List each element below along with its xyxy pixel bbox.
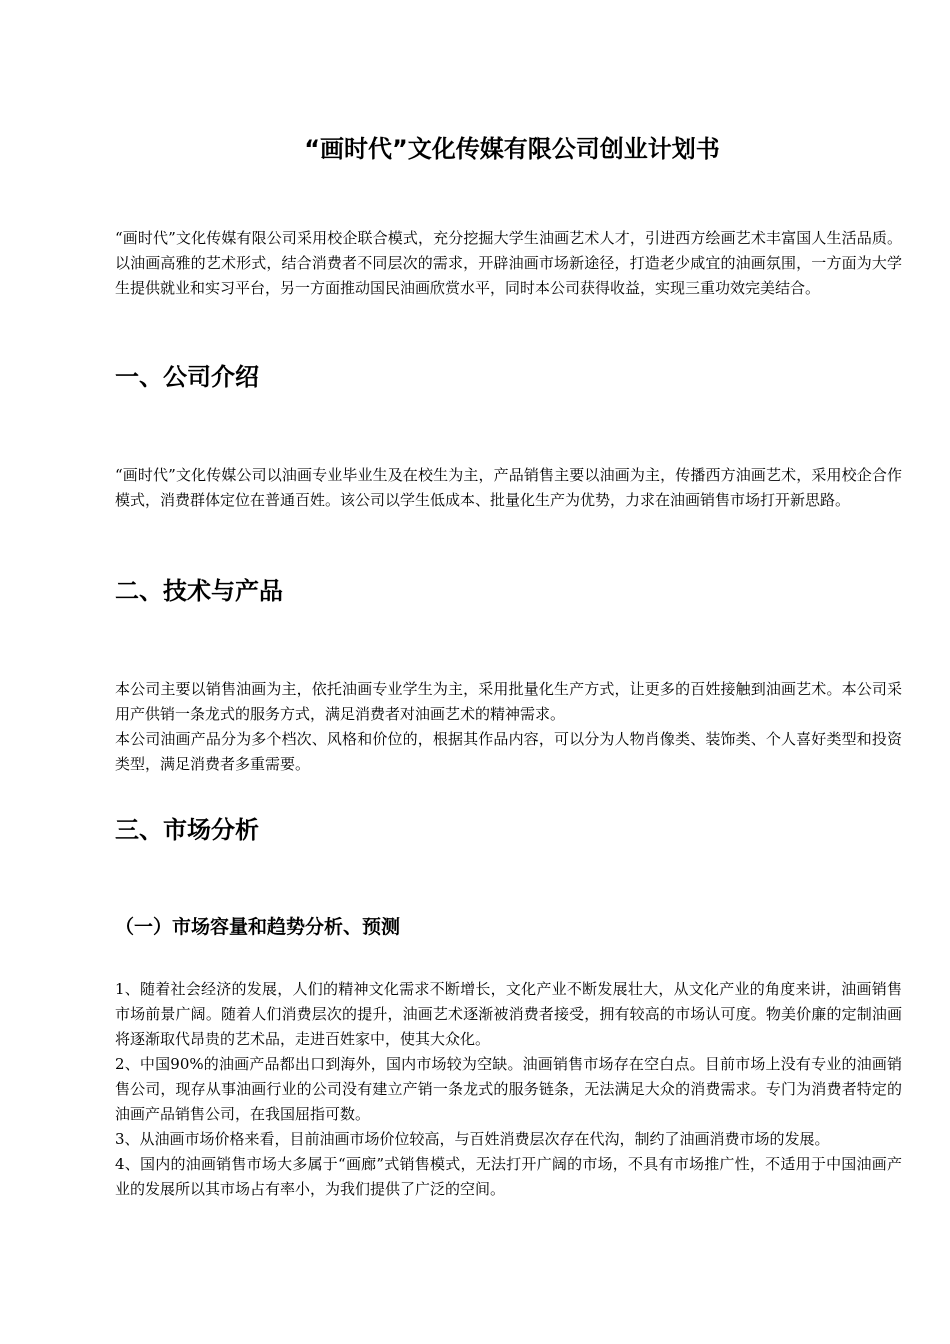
section-heading-market: 三、市场分析 (115, 816, 259, 844)
list-item: 1、随着社会经济的发展，人们的精神文化需求不断增长，文化产业不断发展壮大，从文化产业的角度来讲，油画销售市场前景广阔。随着人们消费层次的提升，油画艺术逐渐被消费者接受，拥有较高的市场认可度。物美价廉的定制油画将逐渐取代昂贵的艺术品，走进百姓家中，使其大众化。 (115, 980, 902, 1048)
market-analysis-list (115, 977, 902, 1202)
intro-paragraph: “画时代”文化传媒有限公司采用校企联合模式，充分挖掘大学生油画艺术人才，引进西方绘画艺术丰富国人生活品质。以油画高雅的艺术形式，结合消费者不同层次的需求，开辟油画市场新途径，打造老少咸宜的油画氛围，一方面为大学生提供就业和实习平台，另一方面推动国民油画欣赏水平，同时本公司获得收益，实现三重功效完美结合。 (115, 229, 902, 297)
section-heading-tech: 二、技术与产品 (115, 577, 283, 605)
document-title: “画时代”文化传媒有限公司创业计划书 (304, 135, 720, 163)
section-heading-company: 一、公司介绍 (115, 363, 259, 391)
list-item: 4、国内的油画销售市场大多属于“画廊”式销售模式，无法打开广阔的市场，不具有市场推广性，不适用于中国油画产业的发展所以其市场占有率小，为我们提供了广泛的空间。 (115, 1155, 902, 1198)
list-item: 3、从油画市场价格来看，目前油画市场价位较高，与百姓消费层次存在代沟，制约了油画消费市场的发展。 (115, 1130, 830, 1148)
tech-paragraph-2: 本公司油画产品分为多个档次、风格和价位的，根据其作品内容，可以分为人物肖像类、装饰类、个人喜好类型和投资类型，满足消费者多重需要。 (115, 730, 902, 773)
tech-paragraph-1: 本公司主要以销售油画为主，依托油画专业学生为主，采用批量化生产方式，让更多的百姓接触到油画艺术。本公司采用产供销一条龙式的服务方式，满足消费者对油画艺术的精神需求。 (115, 680, 902, 723)
company-intro-paragraph: “画时代”文化传媒公司以油画专业毕业生及在校生为主，产品销售主要以油画为主，传播西方油画艺术，采用校企合作模式，消费群体定位在普通百姓。该公司以学生低成本、批量化生产为优势，力求在油画销售市场打开新思路。 (115, 466, 902, 509)
list-item: 2、中国90%的油画产品都出口到海外，国内市场较为空缺。油画销售市场存在空白点。目前市场上没有专业的油画销售公司，现存从事油画行业的公司没有建立产销一条龙式的服务链条，无法满足大众的消费需求。专门为消费者特定的油画产品销售公司，在我国屈指可数。 (115, 1055, 902, 1123)
tech-paragraphs (115, 677, 902, 777)
subsection-heading-market-capacity: （一）市场容量和趋势分析、预测 (115, 916, 401, 938)
